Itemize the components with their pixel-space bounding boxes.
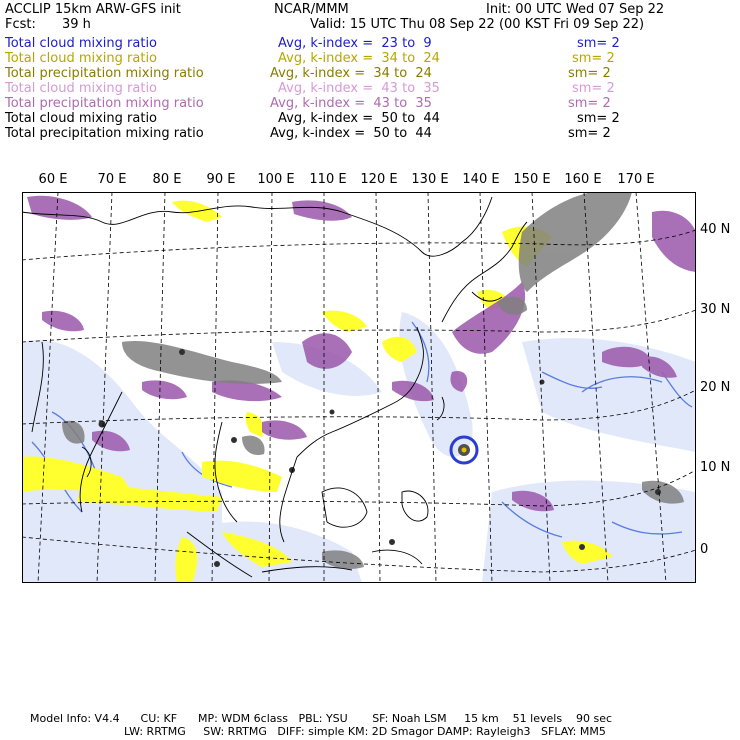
model-info-line1: Model Info: V4.4 CU: KF MP: WDM 6class PBL: YSU SF: Noah LSM 15 km 51 levels 90 sec [30,712,613,725]
field-row [5,51,735,66]
field-row [5,96,735,111]
lon-label: 120 E [360,172,398,187]
lat-label: 20 N [700,380,731,395]
lon-label: 170 E [617,172,655,187]
field-name: Total precipitation mixing ratio [5,126,204,141]
field-name: Total cloud mixing ratio [5,81,158,96]
model-title: ACCLIP 15km ARW-GFS init [5,2,181,17]
lon-label: 110 E [309,172,347,187]
field-row [5,81,735,96]
field-avg: Avg, k-index = 43 to 35 [270,96,432,111]
field-avg: Avg, k-index = 50 to 44 [270,126,432,141]
fcst-label: Fcst: [5,17,36,32]
field-avg: Avg, k-index = 43 to 35 [278,81,440,96]
lat-label: 40 N [700,222,731,237]
field-row [5,36,735,51]
lon-label: 60 E [38,172,68,187]
lon-label: 70 E [97,172,127,187]
lon-label: 100 E [257,172,295,187]
field-name: Total cloud mixing ratio [5,51,158,66]
field-sm: sm= 2 [568,126,611,141]
field-name: Total cloud mixing ratio [5,111,158,126]
lat-label: 10 N [700,460,731,475]
org-label: NCAR/MMM [274,2,349,17]
fcst-value: 39 h [62,17,91,32]
field-sm: sm= 2 [577,111,620,126]
lon-label: 160 E [564,172,602,187]
init-time: Init: 00 UTC Wed 07 Sep 22 [486,2,665,17]
lon-label: 130 E [411,172,449,187]
forecast-map [22,192,696,583]
lon-label: 80 E [152,172,182,187]
field-name: Total precipitation mixing ratio [5,96,204,111]
field-avg: Avg, k-index = 34 to 24 [278,51,440,66]
lon-label: 150 E [513,172,551,187]
valid-time: Valid: 15 UTC Thu 08 Sep 22 (00 KST Fri 09 Sep 22) [310,17,645,32]
field-name: Total cloud mixing ratio [5,36,158,51]
field-sm: sm= 2 [568,66,611,81]
field-avg: Avg, k-index = 23 to 9 [278,36,432,51]
lat-label: 30 N [700,302,731,317]
lon-label: 140 E [462,172,500,187]
lon-label: 90 E [206,172,236,187]
field-sm: sm= 2 [577,36,620,51]
model-info-line2: LW: RRTMG SW: RRTMG DIFF: simple KM: 2D Smagor DAMP: Rayleigh3 SFLAY: MM5 [124,725,606,738]
lat-label: 0 [700,542,709,557]
field-sm: sm= 2 [572,81,615,96]
field-sm: sm= 2 [572,51,615,66]
field-row [5,66,735,81]
field-avg: Avg, k-index = 50 to 44 [278,111,440,126]
field-avg: Avg, k-index = 34 to 24 [270,66,432,81]
field-sm: sm= 2 [568,96,611,111]
field-row [5,126,735,141]
field-name: Total precipitation mixing ratio [5,66,204,81]
field-row [5,111,735,126]
